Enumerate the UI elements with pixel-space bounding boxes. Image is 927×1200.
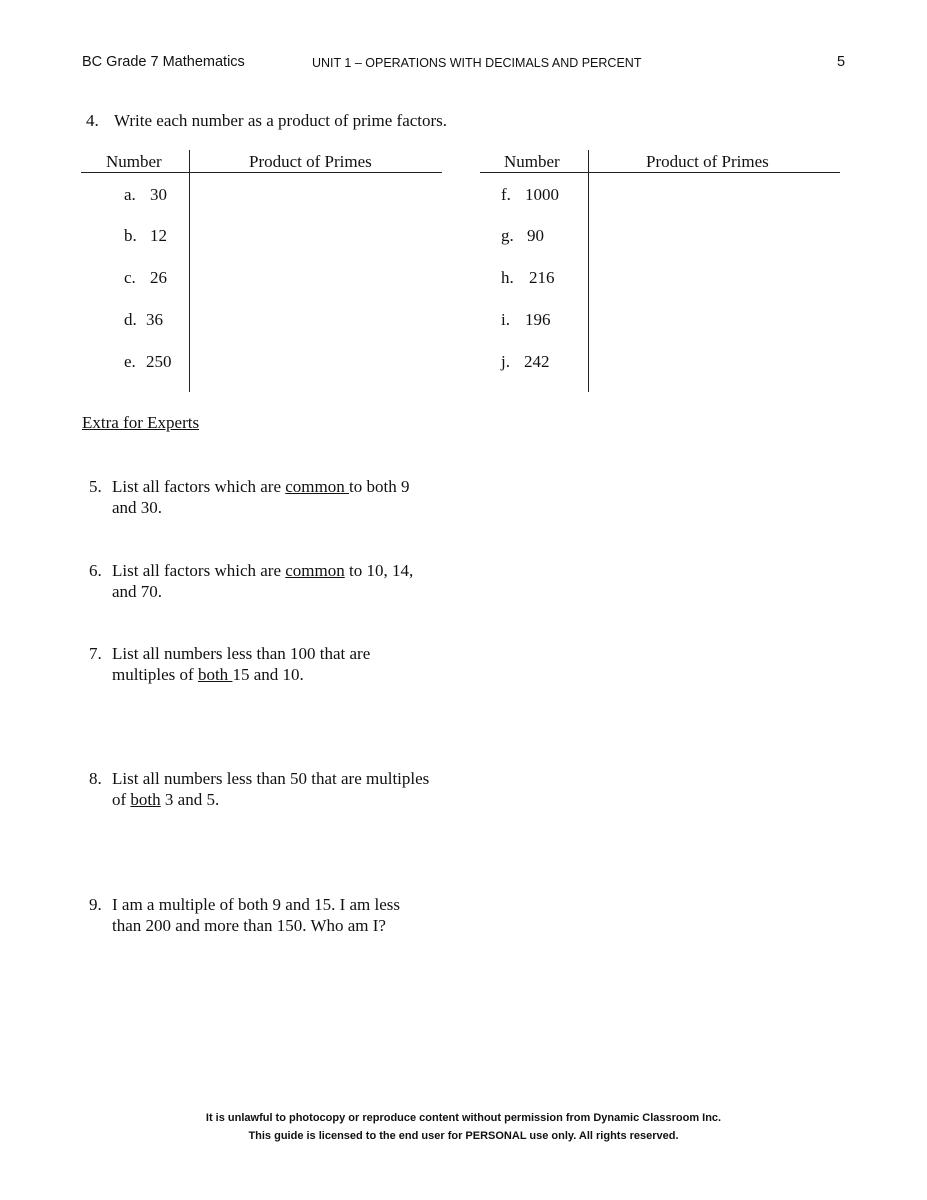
question-number: 4. xyxy=(86,111,99,130)
column-header-number: Number xyxy=(504,152,560,171)
underlined-word: both xyxy=(197,665,233,684)
question-text-line-2 xyxy=(112,664,370,685)
table-row xyxy=(501,352,550,372)
question-9 xyxy=(89,894,400,936)
question-text-line-2: and 70. xyxy=(112,582,163,601)
text-segment: 15 and 10. xyxy=(232,665,304,684)
question-number: 5. xyxy=(89,477,102,496)
prime-factor-table-left xyxy=(81,150,442,392)
column-header-product: Product of Primes xyxy=(249,152,372,171)
row-label: c. xyxy=(124,268,136,287)
question-text-line-2: than 200 and more than 150. Who am I? xyxy=(112,916,386,935)
question-text-line-1 xyxy=(112,476,409,497)
row-label: j. xyxy=(501,352,510,371)
question-text-line-1: List all numbers less than 50 that are multiples xyxy=(112,769,430,788)
question-number: 8. xyxy=(89,769,102,788)
row-value: 216 xyxy=(529,268,555,287)
page-number: 5 xyxy=(837,54,846,70)
question-text: Write each number as a product of prime factors. xyxy=(114,111,448,130)
row-label: d. xyxy=(124,310,137,329)
table-row xyxy=(124,185,167,205)
row-label: g. xyxy=(501,226,514,245)
row-value: 1000 xyxy=(525,185,559,204)
question-number: 9. xyxy=(89,895,102,914)
question-4 xyxy=(86,111,447,131)
question-5 xyxy=(89,476,409,518)
question-text-line-2 xyxy=(112,789,429,810)
question-number: 7. xyxy=(89,644,102,663)
column-header-product: Product of Primes xyxy=(646,152,769,171)
question-text-line-1 xyxy=(112,560,413,581)
table-row xyxy=(124,268,167,288)
table-row xyxy=(501,268,555,288)
text-segment: multiples of xyxy=(112,665,198,684)
prime-factor-table-right xyxy=(480,150,840,392)
table-column-divider xyxy=(189,150,190,392)
text-segment: List all factors which are xyxy=(112,477,286,496)
row-value: 30 xyxy=(150,185,167,204)
table-row xyxy=(124,226,167,246)
row-value: 250 xyxy=(146,352,172,371)
underlined-word: common xyxy=(285,561,345,580)
table-header-rule xyxy=(480,172,840,173)
question-7 xyxy=(89,643,370,685)
text-segment: to 10, 14, xyxy=(344,561,414,580)
row-label: e. xyxy=(124,352,136,371)
question-6 xyxy=(89,560,413,602)
row-value: 196 xyxy=(525,310,551,329)
text-segment: 3 and 5. xyxy=(160,790,220,809)
question-text-line-1: List all numbers less than 100 that are xyxy=(112,644,371,663)
row-label: a. xyxy=(124,185,136,204)
question-8 xyxy=(89,768,429,810)
text-segment: List all factors which are xyxy=(112,561,286,580)
underlined-word: both xyxy=(130,790,161,809)
text-segment: to both 9 xyxy=(349,477,410,496)
header-unit-title: UNIT 1 – OPERATIONS WITH DECIMALS AND PERCENT xyxy=(312,56,642,70)
row-value: 12 xyxy=(150,226,167,245)
row-label: f. xyxy=(501,185,511,204)
row-label: i. xyxy=(501,310,510,329)
row-label: h. xyxy=(501,268,514,287)
table-row xyxy=(124,352,172,372)
question-text-line-2: and 30. xyxy=(112,498,163,517)
row-value: 242 xyxy=(524,352,550,371)
question-text-line-1: I am a multiple of both 9 and 15. I am less xyxy=(112,895,400,914)
column-header-number: Number xyxy=(106,152,162,171)
extra-for-experts-heading: Extra for Experts xyxy=(82,413,200,432)
table-row xyxy=(124,310,163,330)
table-row xyxy=(501,310,551,330)
row-label: b. xyxy=(124,226,137,245)
table-header-rule xyxy=(81,172,442,173)
table-row xyxy=(501,185,559,205)
table-column-divider xyxy=(588,150,589,392)
footer-copyright-line-2: This guide is licensed to the end user for PERSONAL use only. All rights reserved. xyxy=(248,1130,679,1142)
row-value: 26 xyxy=(150,268,167,287)
underlined-word: common xyxy=(285,477,349,496)
table-row xyxy=(501,226,544,246)
text-segment: of xyxy=(112,790,131,809)
footer-copyright-line-1: It is unlawful to photocopy or reproduce content without permission from Dynamic Classroom Inc. xyxy=(205,1112,722,1124)
question-number: 6. xyxy=(89,561,102,580)
row-value: 90 xyxy=(527,226,544,245)
row-value: 36 xyxy=(146,310,163,329)
header-title: BC Grade 7 Mathematics xyxy=(82,54,245,70)
